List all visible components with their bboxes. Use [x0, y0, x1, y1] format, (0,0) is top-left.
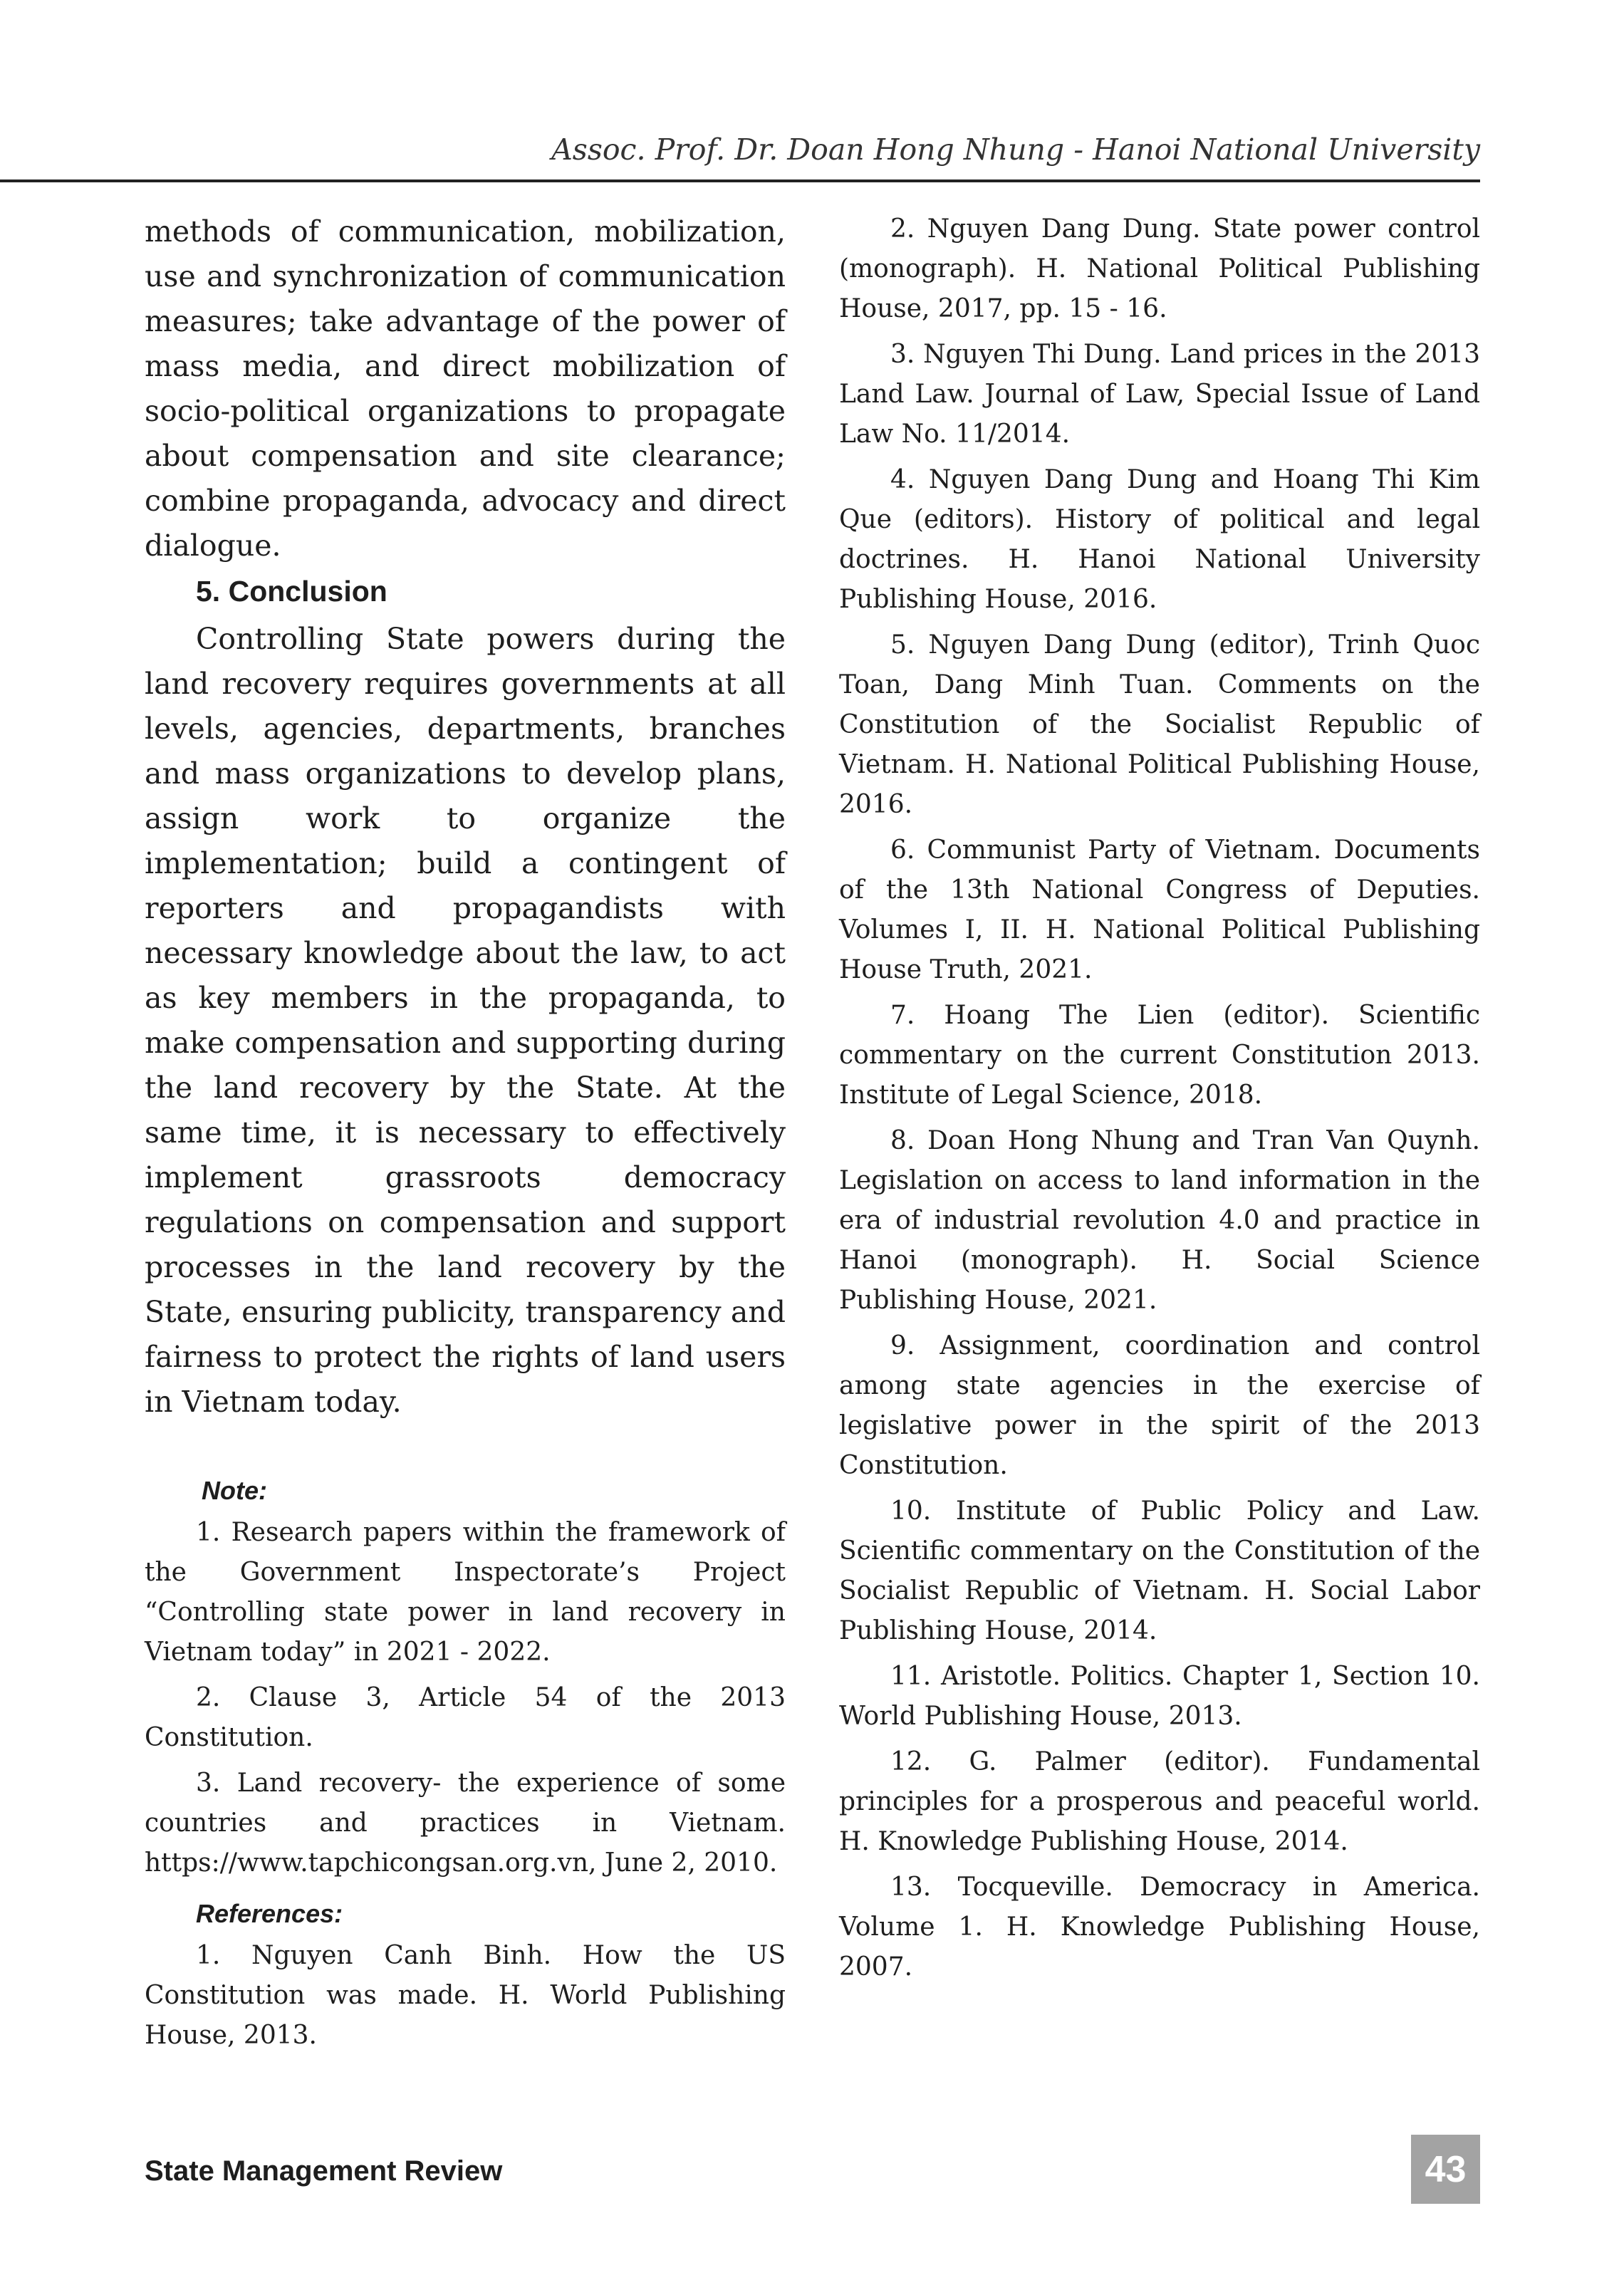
reference-item: 1. Nguyen Canh Binh. How the US Constitution was made. H. World Publishing House, 2013.	[145, 1941, 786, 2050]
reference-item: 3. Nguyen Thi Dung. Land prices in the 2013 Land Law. Journal of Law, Special Issue of Land Law No. 11/2014.	[839, 340, 1480, 449]
note-item: 2. Clause 3, Article 54 of the 2013 Constitution.	[145, 1683, 786, 1752]
reference-item: 11. Aristotle. Politics. Chapter 1, Section 10. World Publishing House, 2013.	[839, 1662, 1480, 1731]
section-heading-conclusion: 5. Conclusion	[196, 575, 387, 608]
reference-item: 4. Nguyen Dang Dung and Hoang Thi Kim Que (editors). History of political and legal doctrines. H. Hanoi National University Publishing House, 2016.	[839, 465, 1480, 614]
journal-name: State Management Review	[145, 2155, 503, 2187]
reference-item: 7. Hoang The Lien (editor). Scientific commentary on the current Constitution 2013. Institute of Legal Science, 2018.	[839, 1001, 1480, 1110]
reference-item: 2. Nguyen Dang Dung. State power control (monograph). H. National Political Publishing House, 2017, pp. 15 - 16.	[839, 214, 1480, 323]
reference-item: 12. G. Palmer (editor). Fundamental principles for a prosperous and peaceful world. H. Knowledge Publishing House, 2014.	[839, 1747, 1480, 1856]
references-heading: References:	[196, 1899, 343, 1928]
reference-item: 6. Communist Party of Vietnam. Documents of the 13th National Congress of Deputies. Volumes I, II. H. National Political Publishing House Truth, 2021.	[839, 836, 1480, 984]
reference-item: 5. Nguyen Dang Dung (editor), Trinh Quoc Toan, Dang Minh Tuan. Comments on the Constitution of the Socialist Republic of Vietnam. H. National Political Publishing House, 2016.	[839, 630, 1480, 819]
page-number: 43	[1411, 2135, 1480, 2204]
reference-item: 10. Institute of Public Policy and Law. Scientific commentary on the Constitution of the Socialist Republic of Vietnam. H. Social Labor Publishing House, 2014.	[839, 1496, 1480, 1645]
reference-item: 9. Assignment, coordination and control among state agencies in the exercise of legislative power in the spirit of the 2013 Constitution.	[839, 1331, 1480, 1480]
continuation-paragraph: methods of communication, mobilization, use and synchronization of communication measures; take advantage of the power of mass media, and direct mobilization of socio-political organizations to propagate about compensation and site clearance; combine propaganda, advocacy and direct dialogue.	[145, 214, 786, 563]
conclusion-paragraph: Controlling State powers during the land recovery requires governments at all levels, agencies, departments, branches and mass organizations to develop plans, assign work to organize the implementation; build a contingent of reporters and propagandists with necessary knowledge about the law, to act as key members in the propaganda, to make compensation and supporting during the land recovery by the State. At the same time, it is necessary to effectively implement grassroots democracy regulations on compensation and support processes in the land recovery by the State, ensuring publicity, transparency and fairness to protect the rights of land users in Vietnam today.	[145, 622, 786, 1419]
header-divider	[0, 179, 1480, 182]
reference-item: 8. Doan Hong Nhung and Tran Van Quynh. Legislation on access to land information in the era of industrial revolution 4.0 and practice in Hanoi (monograph). H. Social Science Publishing House, 2021.	[839, 1126, 1480, 1315]
left-column	[145, 209, 786, 2061]
right-column	[839, 209, 1480, 1993]
note-item: 3. Land recovery- the experience of some countries and practices in Vietnam. https://www.tapchicongsan.org.vn, June 2, 2010.	[145, 1769, 786, 1878]
note-item: 1. Research papers within the framework of the Government Inspectorate’s Project “Controlling state power in land recovery in Vietnam today” in 2021 - 2022.	[145, 1518, 786, 1667]
running-header: Assoc. Prof. Dr. Doan Hong Nhung - Hanoi National University	[551, 132, 1480, 167]
reference-item: 13. Tocqueville. Democracy in America. Volume 1. H. Knowledge Publishing House, 2007.	[839, 1873, 1480, 1982]
note-heading: Note:	[202, 1476, 267, 1505]
